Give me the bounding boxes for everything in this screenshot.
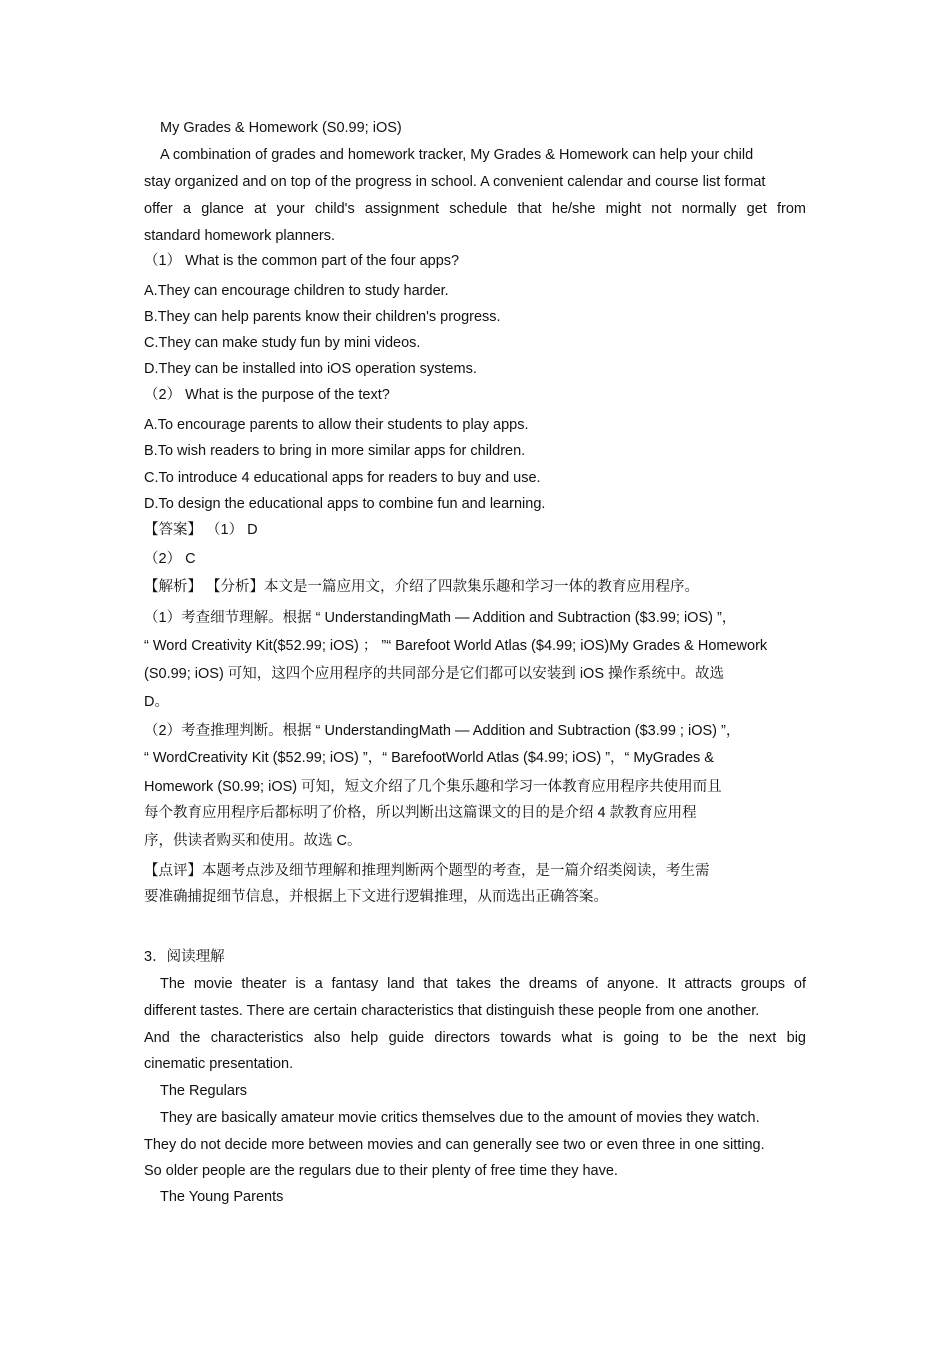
- passage-line: The movie theater is a fantasy land that takes the dreams of anyone. It attracts groups of: [160, 976, 806, 992]
- passage-line: They are basically amateur movie critics themselves due to the amount of movies they watch.: [160, 1110, 760, 1126]
- answer-line: （2） C: [144, 551, 196, 567]
- comment-line: 【点评】本题考点涉及细节理解和推理判断两个题型的考查，是一篇介绍类阅读，考生需: [144, 863, 710, 879]
- analysis-line: 序，供读者购买和使用。故选 C。: [144, 833, 362, 849]
- paragraph-line: stay organized and on top of the progress in school. A convenient calendar and course list format: [144, 174, 766, 190]
- analysis-line: D。: [144, 694, 169, 710]
- analysis-line: “ Word Creativity Kit($52.99; iOS) ； ”“ Barefoot World Atlas ($4.99; iOS)My Grades & Homework: [144, 638, 768, 654]
- option-line: B.To wish readers to bring in more similar apps for children.: [144, 443, 526, 459]
- option-line: A.They can encourage children to study harder.: [144, 283, 449, 299]
- paragraph-line: offer a glance at your child's assignment schedule that he/she might not normally get from: [144, 201, 806, 217]
- subheading-regulars: The Regulars: [160, 1083, 248, 1099]
- analysis-line: 【解析】 【分析】本文是一篇应用文，介绍了四款集乐趣和学习一体的教育应用程序。: [144, 579, 700, 595]
- paragraph-line: A combination of grades and homework tracker, My Grades & Homework can help your child: [160, 147, 754, 163]
- paragraph-line: standard homework planners.: [144, 228, 336, 244]
- passage-line: different tastes. There are certain characteristics that distinguish these people from one another.: [144, 1003, 760, 1019]
- answer-line: 【答案】 （1） D: [144, 522, 258, 538]
- passage-line: And the characteristics also help guide directors towards what is going to be the next big: [144, 1030, 806, 1046]
- passage-line: So older people are the regulars due to their plenty of free time they have.: [144, 1163, 618, 1179]
- analysis-line: “ WordCreativity Kit ($52.99; iOS) ”，“ BarefootWorld Atlas ($4.99; iOS) ”，“ MyGrades &: [144, 750, 714, 766]
- option-line: C.To introduce 4 educational apps for readers to buy and use.: [144, 470, 541, 486]
- comment-line: 要准确捕捉细节信息，并根据上下文进行逻辑推理，从而选出正确答案。: [144, 889, 608, 905]
- option-line: A.To encourage parents to allow their students to play apps.: [144, 417, 529, 433]
- analysis-line: 每个教育应用程序后都标明了价格，所以判断出这篇课文的目的是介绍 4 款教育应用程: [144, 805, 697, 821]
- analysis-line: （2）考查推理判断。根据 “ UnderstandingMath — Addition and Subtraction ($3.99 ; iOS) ”，: [144, 723, 741, 739]
- option-line: D.To design the educational apps to combine fun and learning.: [144, 496, 546, 512]
- app-title-my-grades: My Grades & Homework (S0.99; iOS): [160, 120, 402, 136]
- analysis-line: （1）考查细节理解。根据 “ UnderstandingMath — Addition and Subtraction ($3.99; iOS) ”，: [144, 610, 737, 626]
- section-heading: 3．阅读理解: [144, 949, 225, 965]
- option-line: D.They can be installed into iOS operation systems.: [144, 361, 477, 377]
- question-1: （1） What is the common part of the four apps?: [144, 253, 460, 269]
- option-line: B.They can help parents know their children's progress.: [144, 309, 501, 325]
- question-2: （2） What is the purpose of the text?: [144, 387, 390, 403]
- passage-line: cinematic presentation.: [144, 1056, 294, 1072]
- analysis-line: (S0.99; iOS) 可知，这四个应用程序的共同部分是它们都可以安装到 iOS 操作系统中。故选: [144, 666, 725, 682]
- passage-line: They do not decide more between movies and can generally see two or even three in one sitting.: [144, 1137, 765, 1153]
- subheading-young-parents: The Young Parents: [160, 1189, 284, 1205]
- option-line: C.They can make study fun by mini videos.: [144, 335, 421, 351]
- analysis-line: Homework (S0.99; iOS) 可知，短文介绍了几个集乐趣和学习一体教育应用程序共使用而且: [144, 779, 722, 795]
